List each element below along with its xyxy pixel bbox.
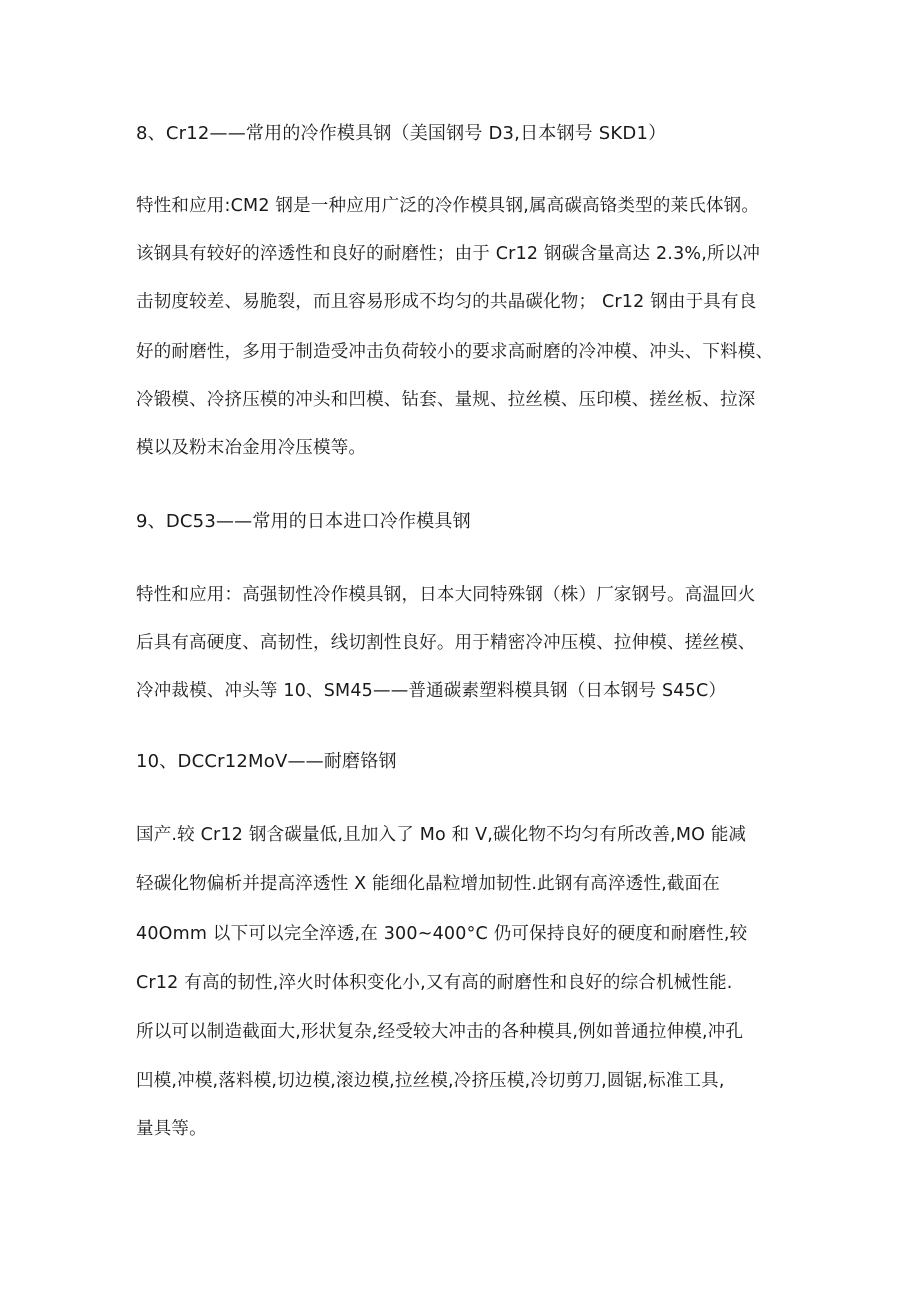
section-10-line-2: 轻碳化物偏析并提高淬透性 X 能细化晶粒增加韧性.此钢有高淬透性,截面在 bbox=[136, 874, 720, 894]
section-8-line-2: 该钢具有较好的淬透性和良好的耐磨性；由于 Cr12 钢碳含量高达 2.3%,所以冲 bbox=[136, 244, 761, 264]
section-10-line-5: 所以可以制造截面大,形状复杂,经受较大冲击的各种模具,例如普通拉伸模,冲孔 bbox=[136, 1022, 744, 1042]
section-8-line-5: 冷锻模、冷挤压模的冲头和凹模、钻套、量规、拉丝模、压印模、搓丝板、拉深 bbox=[136, 390, 756, 410]
section-9-line-1: 特性和应用：高强韧性冷作模具钢，日本大同特殊钢（株）厂家钢号。高温回火 bbox=[136, 585, 756, 605]
section-8-line-4: 好的耐磨性，多用于制造受冲击负荷较小的要求高耐磨的冷冲模、冲头、下料模、 bbox=[136, 342, 774, 362]
section-8-line-3: 击韧度较差、易脆裂，而且容易形成不均匀的共晶碳化物； Cr12 钢由于具有良 bbox=[136, 292, 757, 312]
section-9-heading: 9、DC53——常用的日本进口冷作模具钢 bbox=[136, 511, 471, 532]
section-10-line-4: Cr12 有高的韧性,淬火时体积变化小,又有高的耐磨性和良好的综合机械性能. bbox=[136, 973, 733, 993]
section-10-line-1: 国产.较 Cr12 钢含碳量低,且加入了 Mo 和 V,碳化物不均匀有所改善,MO 能减 bbox=[136, 825, 747, 845]
section-10-line-3: 40Omm 以下可以完全淬透,在 300~400°C 仍可保持良好的硬度和耐磨性,较 bbox=[136, 924, 748, 944]
section-9-line-3: 冷冲裁模、冲头等 10、SM45——普通碳素塑料模具钢（日本钢号 S45C） bbox=[136, 681, 727, 701]
section-8-line-6: 模以及粉末冶金用冷压模等。 bbox=[136, 438, 367, 458]
section-8-heading: 8、Cr12——常用的冷作模具钢（美国钢号 D3,日本钢号 SKD1） bbox=[136, 123, 667, 144]
section-10-heading: 10、DCCr12MoV——耐磨铬钢 bbox=[136, 751, 397, 772]
section-8-line-1: 特性和应用:CM2 钢是一种应用广泛的冷作模具钢,属高碳高铬类型的莱氏体钢。 bbox=[136, 196, 760, 216]
section-9-line-2: 后具有高硬度、高韧性，线切割性良好。用于精密冷冲压模、拉伸模、搓丝模、 bbox=[136, 633, 756, 653]
section-10-line-7: 量具等。 bbox=[136, 1119, 207, 1139]
section-10-line-6: 凹模,冲模,落料模,切边模,滚边模,拉丝模,冷挤压模,冷切剪刀,圆锯,标准工具, bbox=[136, 1071, 725, 1091]
